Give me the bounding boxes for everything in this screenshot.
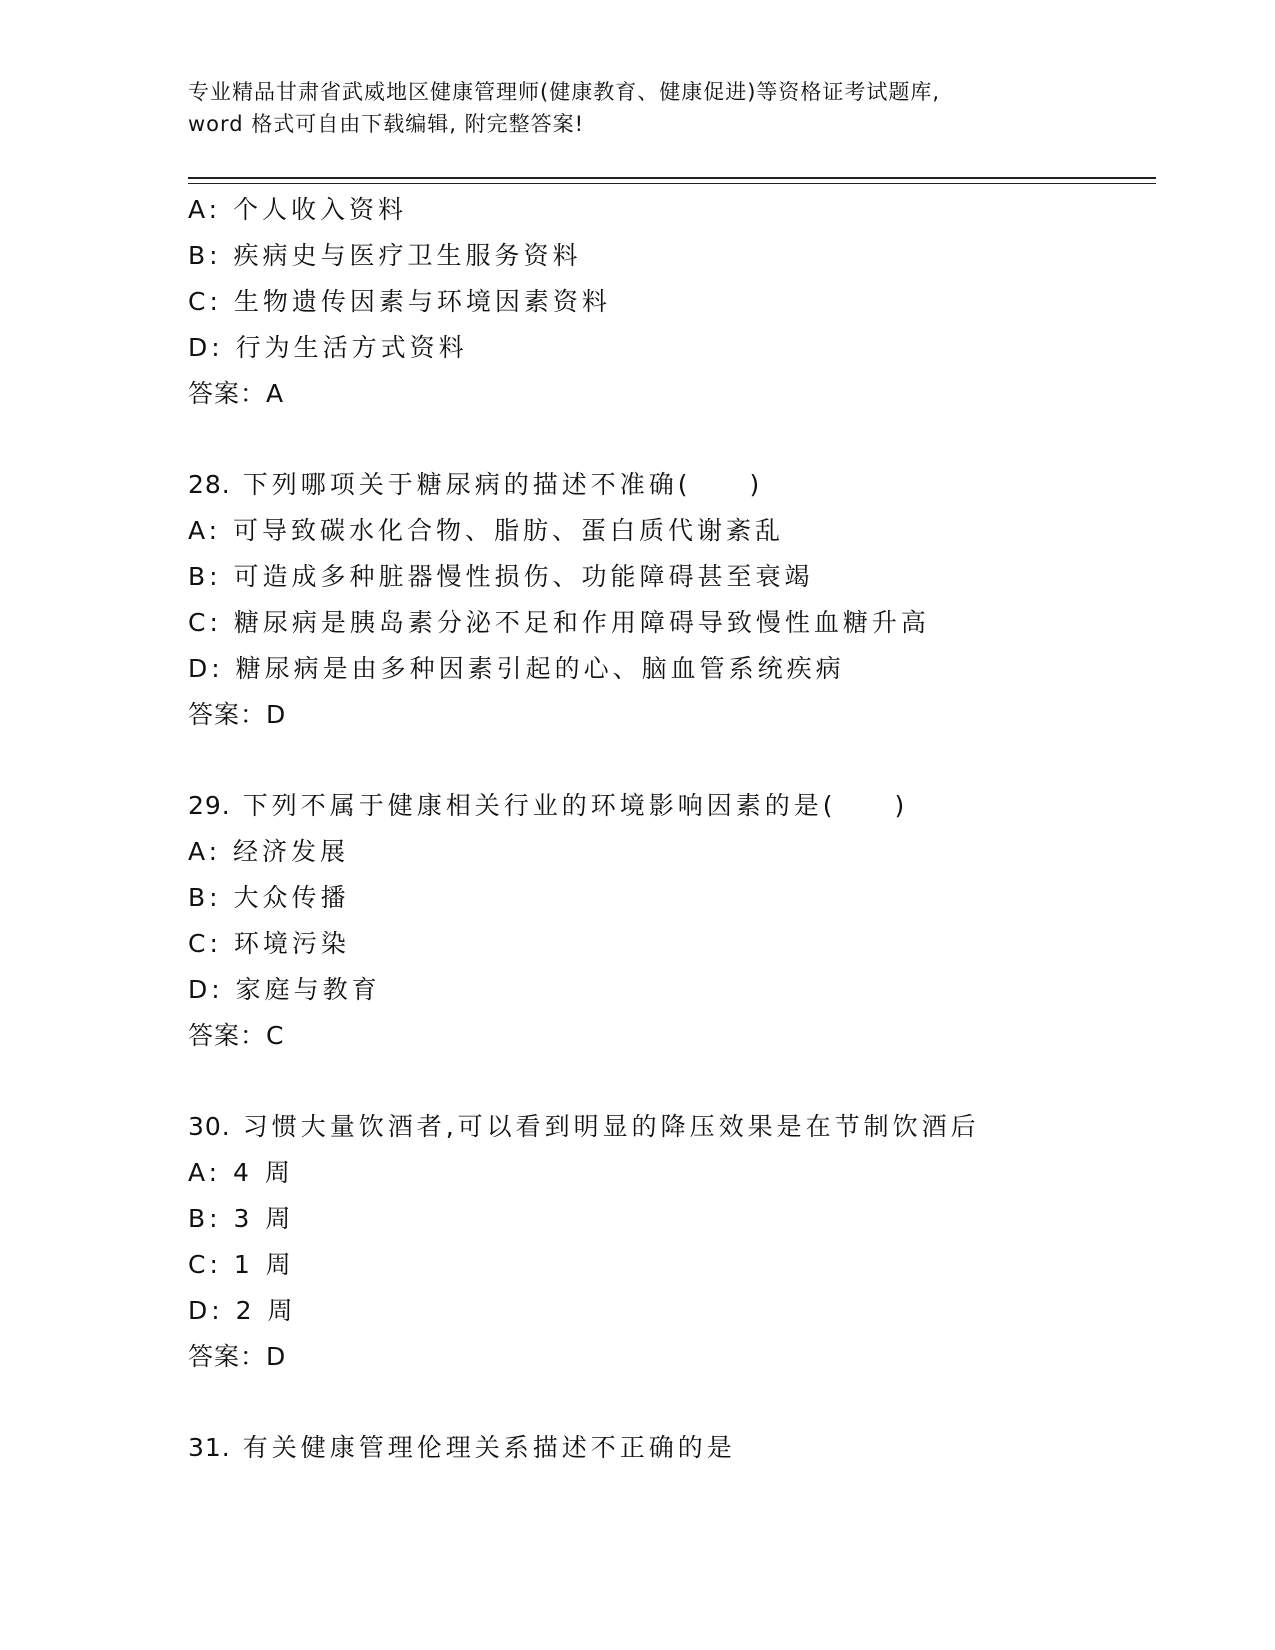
question-stem bbox=[188, 1425, 1156, 1471]
document-header bbox=[188, 76, 1088, 140]
option-a: A: 个人收入资料 bbox=[188, 195, 408, 224]
question-number: 29. bbox=[188, 791, 231, 820]
answer-label: 答案： bbox=[188, 379, 267, 408]
option-c: C: 糖尿病是胰岛素分泌不足和作用障碍导致慢性血糖升高 bbox=[188, 608, 930, 637]
answer-label: 答案： bbox=[188, 1342, 267, 1371]
option-a: A: 经济发展 bbox=[188, 837, 350, 866]
answer-value: D bbox=[266, 1342, 287, 1371]
question-stem bbox=[188, 462, 1156, 508]
question-number: 28. bbox=[188, 470, 231, 499]
answer-line bbox=[188, 692, 1156, 738]
answer-line bbox=[188, 1334, 1156, 1380]
question-list bbox=[188, 187, 1156, 1471]
option-b: B: 大众传播 bbox=[188, 883, 350, 912]
header-line-2: word 格式可自由下载编辑, 附完整答案! bbox=[188, 112, 585, 136]
answer-line bbox=[188, 371, 1156, 417]
option-d: D: 2 周 bbox=[188, 1296, 297, 1325]
option-a: A: 可导致碳水化合物、脂肪、蛋白质代谢紊乱 bbox=[188, 516, 785, 545]
option-c: C: 环境污染 bbox=[188, 929, 350, 958]
question-stem bbox=[188, 783, 1156, 829]
answer-value: D bbox=[266, 700, 287, 729]
question-number: 30. bbox=[188, 1112, 231, 1141]
question-text: 下列哪项关于糖尿病的描述不准确( ) bbox=[242, 470, 764, 499]
header-divider-thin bbox=[188, 183, 1156, 184]
header-divider-thick bbox=[188, 177, 1156, 179]
option-b: B: 疾病史与医疗卫生服务资料 bbox=[188, 241, 582, 270]
option-c: C: 生物遗传因素与环境因素资料 bbox=[188, 287, 611, 316]
question-text: 有关健康管理伦理关系描述不正确的是 bbox=[242, 1433, 736, 1462]
option-d: D: 家庭与教育 bbox=[188, 975, 381, 1004]
header-line-1: 专业精品甘肃省武威地区健康管理师(健康教育、健康促进)等资格证考试题库, bbox=[188, 80, 941, 104]
answer-line bbox=[188, 1013, 1156, 1059]
option-a: A: 4 周 bbox=[188, 1158, 294, 1187]
option-d: D: 糖尿病是由多种因素引起的心、脑血管系统疾病 bbox=[188, 654, 845, 683]
question-stem bbox=[188, 1104, 1156, 1150]
question-text: 习惯大量饮酒者,可以看到明显的降压效果是在节制饮酒后 bbox=[242, 1112, 980, 1141]
option-c: C: 1 周 bbox=[188, 1250, 295, 1279]
option-b: B: 可造成多种脏器慢性损伤、功能障碍甚至衰竭 bbox=[188, 562, 814, 591]
option-b: B: 3 周 bbox=[188, 1204, 295, 1233]
answer-value: C bbox=[266, 1021, 285, 1050]
question-text: 下列不属于健康相关行业的环境影响因素的是( ) bbox=[242, 791, 909, 820]
answer-label: 答案： bbox=[188, 700, 267, 729]
answer-label: 答案： bbox=[188, 1021, 267, 1050]
option-d: D: 行为生活方式资料 bbox=[188, 333, 468, 362]
question-number: 31. bbox=[188, 1433, 231, 1462]
answer-value: A bbox=[266, 379, 285, 408]
